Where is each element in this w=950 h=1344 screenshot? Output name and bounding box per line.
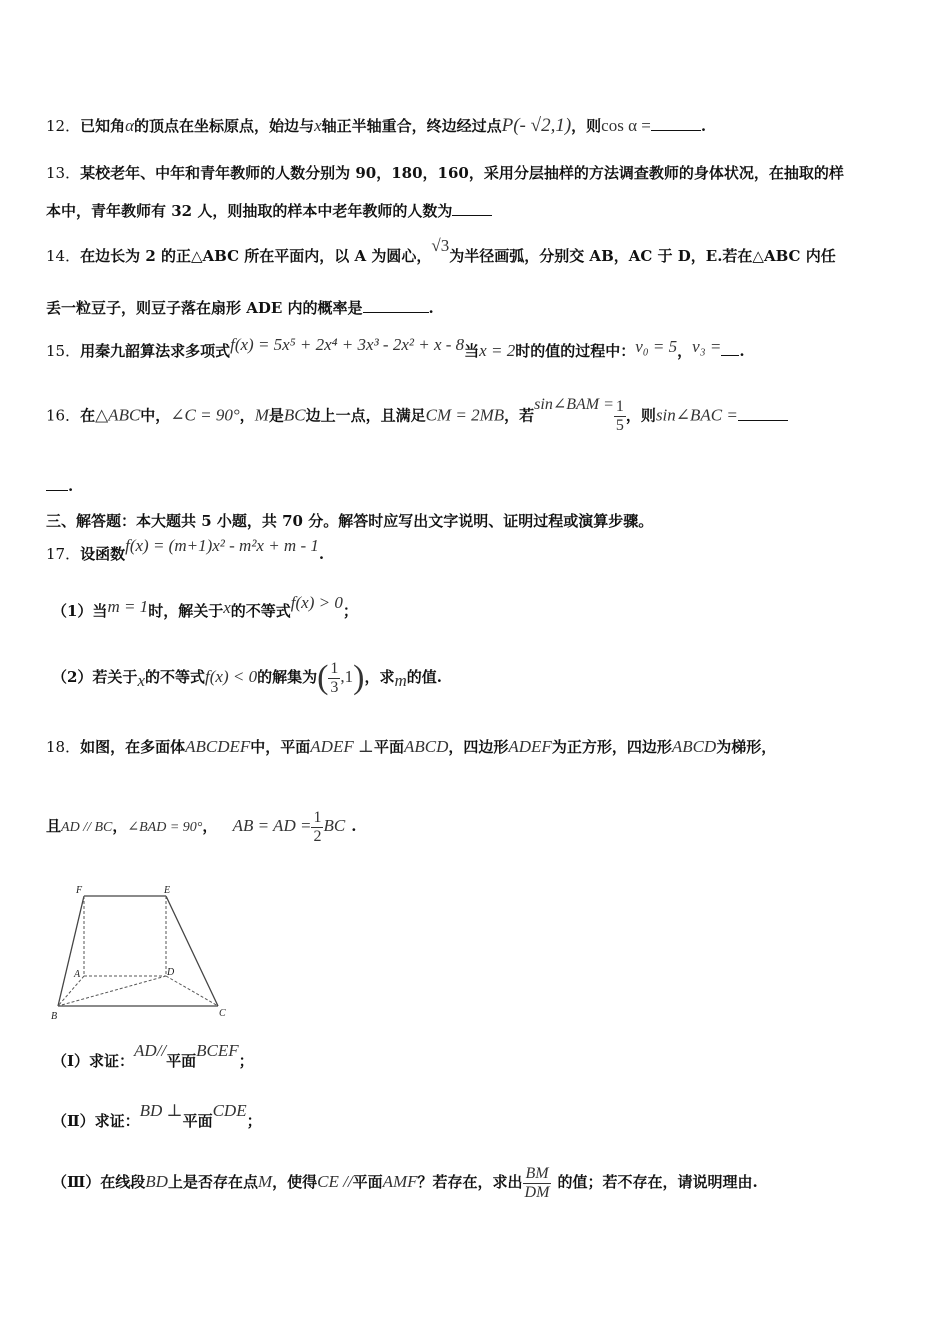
q16-number: 16．: [46, 406, 81, 425]
q13-line1: [46, 162, 844, 183]
q17-p2-text: 的解集为: [257, 668, 318, 686]
q17-p2-frac-num: 1: [330, 659, 339, 677]
q17-part1: [52, 593, 358, 621]
q17-p2-frac-den: 3: [330, 678, 339, 696]
q13-answer-blank: [452, 201, 492, 216]
q16-answer-blank-cont: [46, 476, 68, 491]
q15-number: 15．: [46, 342, 81, 360]
q13-number: 13．: [46, 164, 81, 182]
q13-line2: [46, 200, 492, 221]
q17-p2-inequality: f(x) < 0: [205, 667, 258, 686]
q18-iii-text: 上是否存在点: [167, 1173, 258, 1191]
figure-label-B: B: [51, 1011, 58, 1022]
q13-text: 本中，青年教师有 32 人，则抽取的样本中老年教师的人数为: [46, 202, 453, 220]
q18-quad1: ADEF: [508, 737, 552, 756]
q17-p2-label: （2）若关于: [52, 668, 138, 686]
q16-text: 中，: [140, 406, 171, 425]
q12-text: 的顶点在坐标原点，始边与: [134, 117, 315, 135]
q12-end: .: [700, 117, 707, 135]
q14-number: 14．: [46, 247, 81, 265]
q17-p2-text: ，求: [364, 668, 395, 686]
q18-text: 且: [46, 817, 62, 835]
q13-text: 某校老年、中年和青年教师的人数分别为 90，180，160，采用分层抽样的方法调查教师的身体状况，在抽取的样: [80, 164, 844, 182]
q16-angle: ∠C = 90°: [170, 405, 240, 425]
q15-text: 时的值的过程中：: [515, 342, 636, 360]
figure-label-C: C: [219, 1008, 226, 1019]
q17-p2-text: 的值.: [406, 668, 443, 686]
q18-iii-M: M: [257, 1172, 273, 1191]
q18-iii-expr: CE //: [317, 1172, 353, 1191]
q18-i-target: BCEF: [196, 1041, 239, 1060]
q16-text: ，若: [504, 406, 535, 425]
q17-part2: [52, 655, 442, 700]
q14-sqrt3: √3: [431, 236, 450, 255]
q18-half: [311, 809, 323, 846]
q14-text: 在边长为 2 的正△ABC 所在平面内，以 A 为圆心，: [80, 247, 432, 265]
q18-ii-plane: 平面: [182, 1112, 213, 1130]
q14-text: 为半径画弧，分别交 AB，AC 于 D，E.若在△ABC 内任: [449, 247, 836, 265]
q18-figure: [46, 882, 236, 1022]
q17-p1-label: （1）当: [52, 602, 108, 620]
q18-plane2: ABCD: [403, 737, 449, 756]
q15-comma: ，: [677, 342, 693, 360]
q18-parallel: AD // BC: [61, 820, 113, 835]
q15-end: .: [739, 342, 745, 360]
q18-text: 为梯形，: [716, 738, 777, 756]
q16-answer-blank: [738, 406, 788, 421]
q12-answer-blank: [651, 116, 701, 131]
figure-label-E: E: [164, 885, 171, 896]
q17-number: 17．: [46, 545, 81, 563]
q14-line1: [46, 236, 836, 266]
q14-line2: [46, 297, 434, 318]
q17-p2-m: m: [394, 671, 407, 690]
q14-answer-blank: [363, 298, 429, 313]
q18-equation: AB = AD =: [232, 816, 312, 835]
figure-edge-FB: [58, 896, 84, 1006]
q18-i-label: （Ⅰ）求证：: [52, 1052, 135, 1070]
q15-v0: v₀ = 5: [635, 337, 678, 356]
q17-p2-fraction: [328, 660, 340, 697]
q16-triangle: △ABC: [95, 405, 141, 425]
q16-text: 是: [268, 406, 284, 425]
q18-part-ii: [52, 1101, 262, 1131]
q18-iii-seg: BD: [145, 1172, 168, 1191]
q12-text: ，则: [571, 117, 602, 135]
q12-text: 已知角: [80, 117, 126, 135]
q16-fraction-den: 5: [615, 417, 624, 434]
q15-line: [46, 335, 745, 361]
q18-ii-label: （Ⅱ）求证：: [52, 1112, 140, 1130]
section3-heading: 三、解答题：本大题共 5 小题，共 70 分。解答时应写出文字说明、证明过程或演算步骤。: [46, 512, 654, 530]
q18-solid: ABCDEF: [185, 737, 251, 756]
q18-end: .: [351, 817, 357, 835]
q17-p2-left-paren: (: [317, 659, 329, 696]
q18-angle: ∠BAD = 90°: [127, 820, 203, 835]
q18-sep: ，: [202, 817, 218, 835]
q18-ii-end: ；: [246, 1112, 262, 1130]
figure-label-F: F: [76, 885, 83, 896]
q16-line: [46, 395, 788, 435]
q16-fraction: [614, 398, 626, 435]
q18-ii-expr: BD ⊥: [139, 1101, 183, 1120]
q18-part-iii: [52, 1162, 758, 1202]
q17-p2-text: 的不等式: [145, 668, 206, 686]
q18-text: 中，平面: [250, 738, 311, 756]
q16-BC: BC: [283, 405, 306, 425]
q16-text: ，: [239, 406, 255, 425]
q12-x: x: [314, 116, 322, 135]
q14-text: 丢一粒豆子，则豆子落在扇形 ADE 内的概率是: [46, 299, 363, 317]
q15-polynomial: f(x) = 5x⁵ + 2x⁴ + 3x³ - 2x² + x - 8: [230, 335, 465, 354]
q18-text: 平面: [373, 738, 404, 756]
q17-end: .: [318, 545, 325, 563]
q16-sin-bac: sin∠BAC =: [655, 405, 738, 425]
q18-i-expr: AD//: [134, 1041, 167, 1060]
q12-line: [46, 115, 706, 137]
q15-v3: v₃ =: [692, 337, 722, 356]
q18-i-plane: 平面: [166, 1052, 197, 1070]
q18-line1: [46, 736, 776, 757]
q16-text: ，则: [625, 406, 656, 425]
q17-p2-right-paren: ): [353, 659, 365, 696]
q16-sin-bam: sin∠BAM =: [534, 395, 614, 413]
q15-text: 用秦九韶算法求多项式: [80, 342, 231, 360]
figure-edge-BD: [58, 976, 166, 1006]
q18-half-num: 1: [313, 808, 322, 826]
q16-end: .: [68, 477, 74, 495]
q18-iii-text: ？若存在，求出: [417, 1173, 523, 1191]
q18-text: 如图，在多面体: [80, 738, 186, 756]
q18-iii-ratio: [523, 1165, 552, 1202]
q12-number: 12．: [46, 117, 81, 135]
figure-edge-EC: [166, 896, 218, 1006]
q18-iii-text: 平面: [352, 1173, 383, 1191]
q18-number: 18．: [46, 738, 81, 756]
q18-quad2: ABCD: [671, 737, 717, 756]
q17-p1-condition: m = 1: [107, 597, 149, 616]
q16-text: 边上一点，且满足: [305, 406, 426, 425]
q15-condition: x = 2: [479, 341, 516, 360]
q18-part-i: [52, 1041, 254, 1071]
q18-line2: [46, 806, 356, 848]
q18-text: 为正方形，四边形: [551, 738, 672, 756]
q16-line2: [46, 476, 73, 495]
q12-text: 轴正半轴重合，终边经过点: [321, 117, 502, 135]
q17-p2-set-rest: ,1: [340, 667, 354, 686]
q17-p1-inequality: f(x) > 0: [290, 593, 343, 612]
q17-p1-text: 时，解关于: [148, 602, 224, 620]
q16-text: 在: [80, 406, 96, 425]
figure-label-A: A: [74, 969, 81, 980]
q18-iii-text: 的值；若不存在，请说明理由.: [557, 1173, 758, 1191]
q18-iii-ratio-den: DM: [524, 1183, 550, 1201]
q16-fraction-num: 1: [615, 398, 624, 415]
q18-iii-plane: AMF: [382, 1172, 418, 1191]
q12-point: P(- √2,1): [501, 115, 572, 136]
q17-p2-x: x: [137, 671, 145, 690]
q12-alpha: α: [125, 116, 135, 135]
q18-iii-ratio-num: BM: [523, 1165, 552, 1184]
q18-iii-text: ，使得: [272, 1173, 318, 1191]
q18-sep: ，: [112, 817, 128, 835]
q17-p1-text: 的不等式: [230, 602, 291, 620]
q17-p1-end: ；: [342, 602, 358, 620]
figure-label-D: D: [167, 967, 175, 978]
q15-answer-blank: [721, 341, 739, 356]
q18-bc: BC: [323, 816, 346, 835]
q18-i-end: ；: [238, 1052, 254, 1070]
q15-text: 当: [464, 342, 480, 360]
q18-plane1: ADEF ⊥: [310, 737, 374, 756]
q17-function: f(x) = (m+1)x² - m²x + m - 1: [125, 536, 319, 555]
q18-text: ，四边形: [448, 738, 509, 756]
q12-cos-expr: cos α =: [601, 116, 651, 135]
q14-end: .: [428, 299, 434, 317]
q18-ii-target: CDE: [212, 1101, 247, 1120]
q17-text: 设函数: [80, 545, 126, 563]
q16-M: M: [254, 405, 269, 425]
q18-half-den: 2: [313, 827, 322, 845]
q18-iii-label: （Ⅲ）在线段: [52, 1173, 146, 1191]
q16-condition: CM = 2MB: [425, 405, 505, 425]
q17-line: [46, 536, 325, 564]
q17-p1-x: x: [223, 598, 231, 617]
